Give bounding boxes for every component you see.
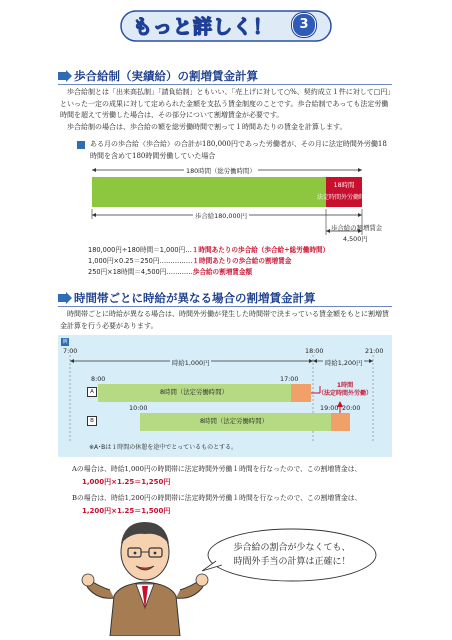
overtime-note [318,382,372,398]
calc-row [88,267,329,278]
rate1-label: 時給1,000円 [172,359,210,367]
row-b-20: 20:00 [342,404,361,412]
calc-row [88,245,329,256]
calc-list [88,245,329,278]
businessman-illustration-icon [80,510,210,636]
row-b-badge [87,416,97,426]
row-a-end: 17:00 [280,375,299,383]
calc-note: １時間あたりの歩合給（歩合給÷総労働時間） [191,246,330,254]
row-b-letter: B [90,418,94,424]
bubble-line1: 歩合給の割合が少なくても、 [233,543,351,553]
row-b-bar-label: 8時間（法定労働時間） [200,417,268,425]
section2-underline [58,306,392,307]
row-a-badge [87,387,97,397]
section1-example: ある月の歩合給（歩合給）の合計が180,000円であった労働者が、その月に法定時間外労働18時間を含めて180時間労働していた場合 [90,140,387,160]
calc-expr: 180,000円÷180時間＝1,000円 [88,246,186,254]
example-mark-icon [77,141,85,149]
banner-number-text: 3 [299,17,309,32]
calc-expr: 1,000円×0.25＝250円 [88,257,160,265]
section1-title: 歩合給制（実績給）の割増賃金計算 [74,69,258,83]
calc-note: 歩合給の割増賃金額 [192,268,253,276]
time-start: 7:00 [63,347,78,355]
pay-total-label: 歩合給180,000円 [195,212,247,220]
calc-dots: …………… [159,257,193,265]
rate2-label: 時給1,200円 [325,359,363,367]
section2-para: 時間帯ごとに時給が異なる場合は、時間外労働が発生した時間帯で決まっている賃金額をもとに割増賃金計算を行う必要があります。 [60,310,389,330]
row-a-bar-label: 8時間（法定労働時間） [160,388,228,396]
section1-para2: 歩合給制の場合は、歩合給の額を総労働時間で割って１時間あたりの賃金を計算します。 [67,123,347,131]
section1-underline [58,84,392,85]
result-a-text: Aの場合は、時給1,000円の時間帯に法定時間外労働１時間を行なったので、この割増賃金は、 [72,465,362,473]
banner-number [292,13,316,37]
bubble-line2: 時間外手当の計算は正確に！ [233,557,351,567]
overtime-hours-value: 18時間 [333,181,355,189]
overtime-note-line2: （法定時間外労働） [318,390,373,397]
overtime-caption: 法定時間外労働時間 [316,194,371,201]
calc-expr: 250円×18時間＝4,500円 [88,268,167,276]
bubble-text [212,541,372,569]
premium-value: 4,500円 [343,235,368,243]
calc-note: １時間あたりの歩合給の割増賃金 [192,257,292,265]
calc-row [88,256,329,267]
row-a-letter: A [90,389,94,395]
overtime-note-line1: 1時間 [336,382,354,389]
timeline-example-mark-icon: 例 [62,339,68,345]
banner-title: もっと詳しく！ [133,16,274,38]
result-b-text: Bの場合は、時給1,200円の時間帯に法定時間外労働１時間を行なったので、この割増賃金は、 [72,494,362,502]
section-arrow-icon [58,292,72,304]
row-a-start: 8:00 [91,375,106,383]
result-a-calc: 1,000円×1.25＝1,250円 [82,478,171,486]
total-hours-label: 180時間（総労働時間） [186,167,256,175]
calc-dots: ………… [166,268,193,276]
overtime-hours-label [326,181,362,190]
section-arrow-icon [58,70,72,82]
time-end: 21:00 [365,347,384,355]
time-mid: 18:00 [305,347,324,355]
calc-dots: … [185,246,192,254]
result-b-calc: 1,200円×1.25＝1,500円 [82,507,171,515]
row-b-start: 10:00 [129,404,148,412]
row-b-19: 19:00 [320,404,339,412]
premium-label: 歩合給の割増賃金 [331,224,383,232]
section2-title: 時間帯ごとに時給が異なる場合の割増賃金計算 [74,291,316,305]
timeline-note: ※A･Bは１時間の休憩を途中でとっているものとする。 [89,444,238,451]
section1-para1: 歩合給制とは「出来高払制」「請負給制」ともいい、「売上げに対して○%、契約成立１件に対して□円」といった一定の成果に対して定められた金額を支払う賃金制度のことです。歩合給制であっても法定労働時間を超えて労働した場合は、その部分について割増賃金が必要です。 [60,88,391,119]
